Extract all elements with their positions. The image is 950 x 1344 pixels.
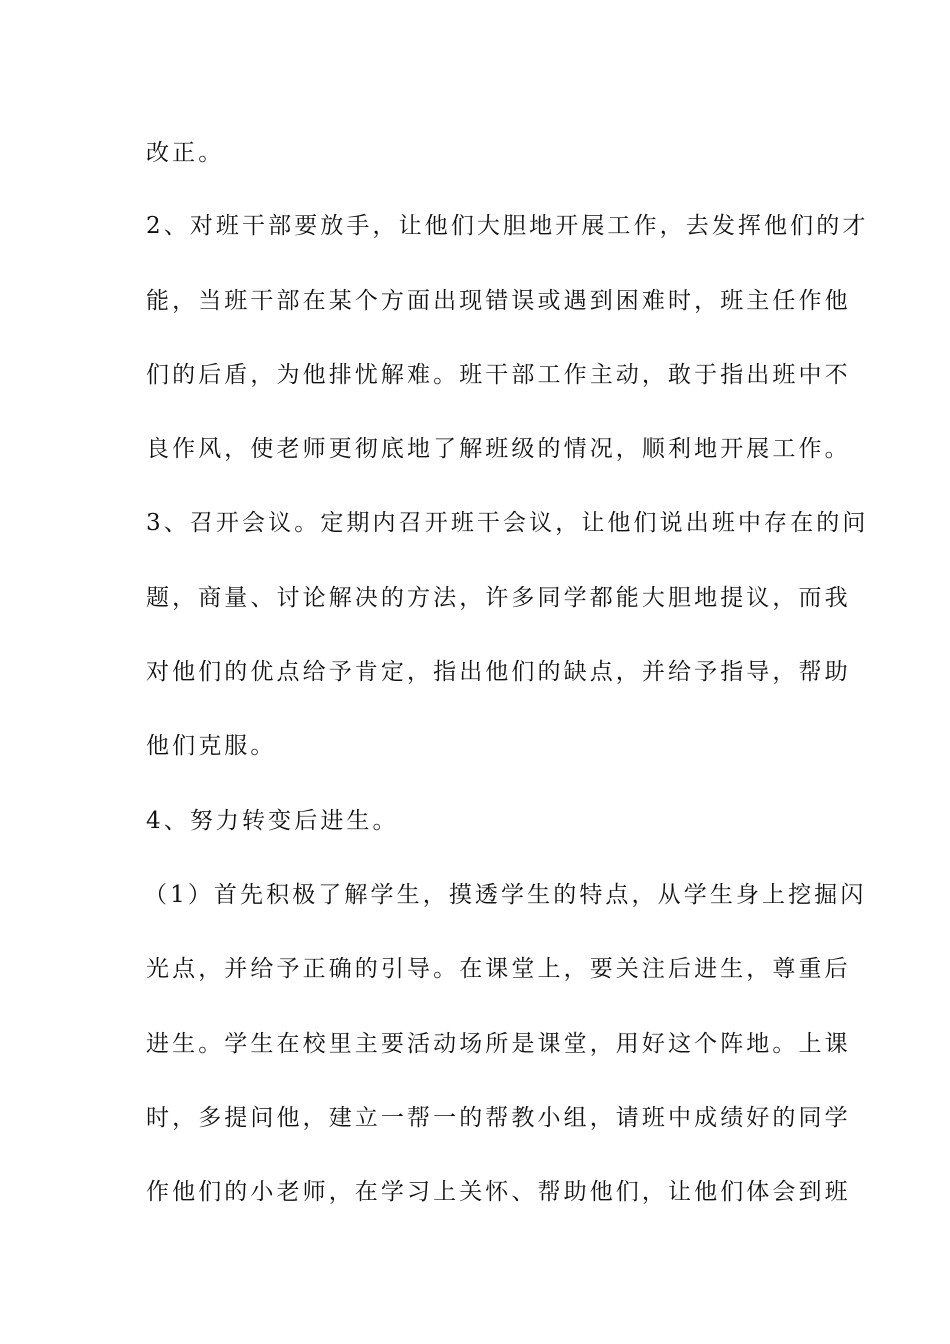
- text-line-6: 3、召开会议。定期内召开班干会议，让他们说出班中存在的问: [146, 510, 869, 536]
- text-line-13: 进生。学生在校里主要活动场所是课堂，用好这个阵地。上课: [146, 1031, 851, 1057]
- text-line-8: 对他们的优点给予肯定，指出他们的缺点，并给予指导，帮助: [146, 659, 851, 685]
- text-line-3: 能，当班干部在某个方面出现错误或遇到困难时，班主任作他: [146, 288, 851, 314]
- text-line-12: 光点，并给予正确的引导。在课堂上，要关注后进生，尊重后: [146, 956, 851, 982]
- text-line-2: 2、对班干部要放手，让他们大胆地开展工作，去发挥他们的才: [146, 213, 869, 239]
- text-line-9: 他们克服。: [146, 733, 277, 759]
- text-line-15: 作他们的小老师，在学习上关怀、帮助他们，让他们体会到班: [146, 1179, 851, 1205]
- text-line-7: 题，商量、讨论解决的方法，许多同学都能大胆地提议，而我: [146, 585, 851, 611]
- text-line-10: 4、努力转变后进生。: [146, 808, 399, 834]
- text-line-14: 时，多提问他，建立一帮一的帮教小组，请班中成绩好的同学: [146, 1105, 851, 1131]
- text-line-11: （1）首先积极了解学生，摸透学生的特点，从学生身上挖掘闪: [144, 882, 867, 908]
- text-line-1: 改正。: [146, 140, 225, 166]
- text-line-4: 们的后盾，为他排忧解难。班干部工作主动，敢于指出班中不: [146, 362, 851, 388]
- text-line-5: 良作风，使老师更彻底地了解班级的情况，顺利地开展工作。: [146, 436, 851, 462]
